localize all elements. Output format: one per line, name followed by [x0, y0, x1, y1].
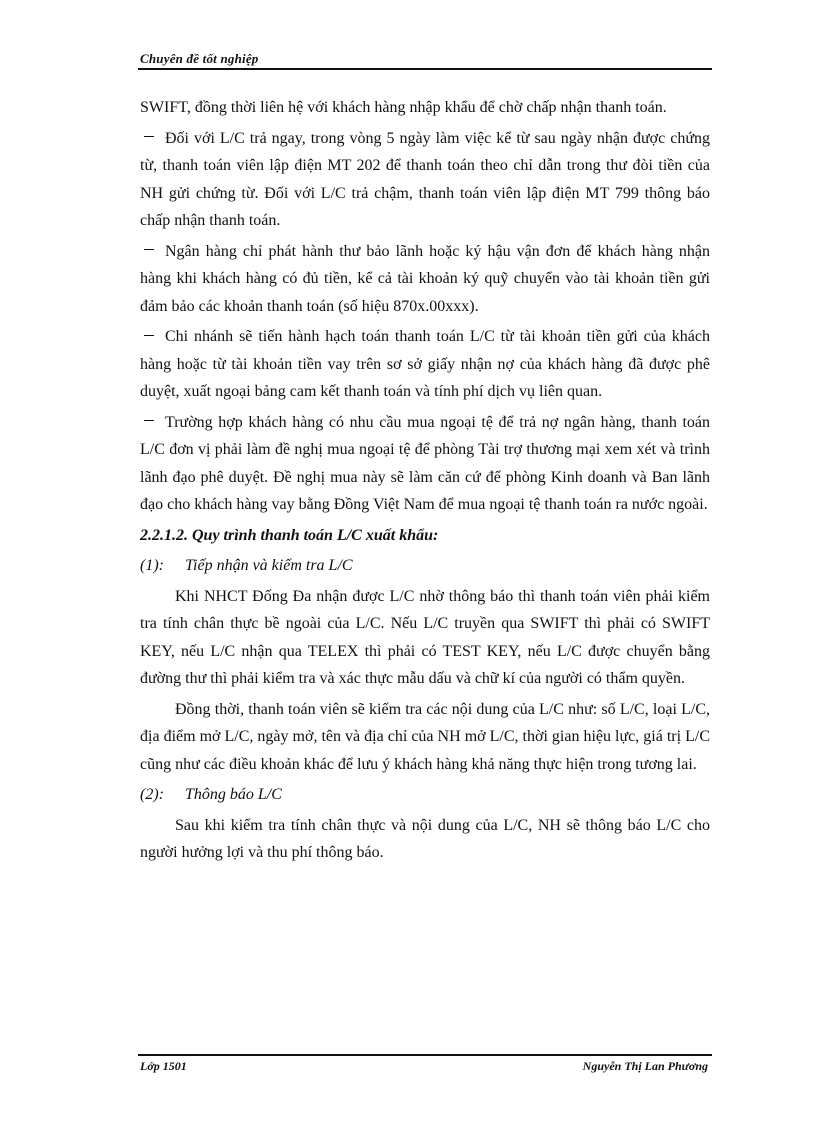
bullet-text: Trường hợp khách hàng có nhu cầu mua ngoại tệ để trả nợ ngân hàng, thanh toán L/C đơn vị phải làm đề nghị mua ngoại tệ để phòng Tài trợ thương mại xem xét và trình lãnh đạo phê duyệt. Đề nghị mua này sẽ làm căn cứ để phòng Kinh doanh và Ban lãnh đạo cho khách hàng vay bằng Đồng Việt Nam để mua ngoại tệ thanh toán ra nước ngoài.: [140, 413, 710, 513]
step-heading-2: [140, 781, 710, 809]
step-title: Tiếp nhận và kiểm tra L/C: [185, 557, 353, 574]
bullet-text: Chi nhánh sẽ tiến hành hạch toán thanh toán L/C từ tài khoản tiền gửi của khách hàng hoặc từ tài khoản tiền vay trên sơ sở giấy nhận nợ của khách hàng đã được phê duyệt, xuất ngoại bảng cam kết thanh toán và tính phí dịch vụ liên quan.: [140, 328, 710, 400]
section-heading: 2.2.1.2. Quy trình thanh toán L/C xuất khẩu:: [140, 526, 439, 544]
paragraph: Sau khi kiểm tra tính chân thực và nội dung của L/C, NH sẽ thông báo L/C cho người hưởng lợi và thu phí thông báo.: [140, 816, 710, 861]
bullet-text: Ngân hàng chỉ phát hành thư bảo lãnh hoặc ký hậu vận đơn để khách hàng nhận hàng khi khách hàng có đủ tiền, kể cả tài khoản ký quỹ chuyển vào tài khoản tiền gửi đảm bảo các khoản thanh toán (số hiệu 870x.00xxx).: [140, 242, 710, 315]
header-divider: [138, 68, 712, 70]
bullet-paragraph: [140, 238, 710, 321]
bullet-paragraph: [140, 125, 710, 235]
dash-bullet-icon: [144, 420, 154, 421]
footer-class: Lớp 1501: [140, 1059, 187, 1073]
page-body: [140, 94, 710, 870]
paragraph: SWIFT, đồng thời liên hệ với khách hàng nhập khẩu để chờ chấp nhận thanh toán.: [140, 99, 667, 116]
paragraph: Đồng thời, thanh toán viên sẽ kiểm tra các nội dung của L/C như: số L/C, loại L/C, địa điểm mở L/C, ngày mở, tên và địa chỉ của NH mở L/C, thời gian hiệu lực, giá trị L/C cũng như các điều khoản khác để lưu ý khách hàng khả năng thực hiện trong tương lai.: [140, 700, 710, 773]
dash-bullet-icon: [144, 136, 154, 137]
bullet-paragraph: [140, 323, 710, 406]
bullet-paragraph: [140, 409, 710, 519]
bullet-text: Đối với L/C trả ngay, trong vòng 5 ngày làm việc kể từ sau ngày nhận được chứng từ, thanh toán viên lập điện MT 202 để thanh toán theo chỉ dẫn trong thư đòi tiền của NH gửi chứng từ. Đối với L/C trả chậm, thanh toán viên lập điện MT 799 thông báo chấp nhận thanh toán.: [140, 129, 710, 229]
footer-author: Nguyễn Thị Lan Phương: [582, 1059, 708, 1073]
dash-bullet-icon: [144, 249, 154, 250]
step-number: (1):: [140, 557, 164, 574]
dash-bullet-icon: [144, 335, 154, 336]
step-title: Thông báo L/C: [185, 786, 282, 803]
step-heading-1: [140, 552, 710, 580]
paragraph: Khi NHCT Đống Đa nhận được L/C nhờ thông báo thì thanh toán viên phải kiểm tra tính chân thực bề ngoài của L/C. Nếu L/C truyền qua SWIFT thì phải có SWIFT KEY, nếu L/C nhận qua TELEX thì phải có TEST KEY, nếu L/C được chuyển bằng đường thư thì phải kiểm tra và xác thực mẫu dấu và chữ kí của người có thẩm quyền.: [140, 587, 710, 687]
footer-divider: [138, 1054, 712, 1056]
header-title: Chuyên đề tốt nghiệp: [140, 51, 259, 66]
step-number: (2):: [140, 786, 164, 803]
